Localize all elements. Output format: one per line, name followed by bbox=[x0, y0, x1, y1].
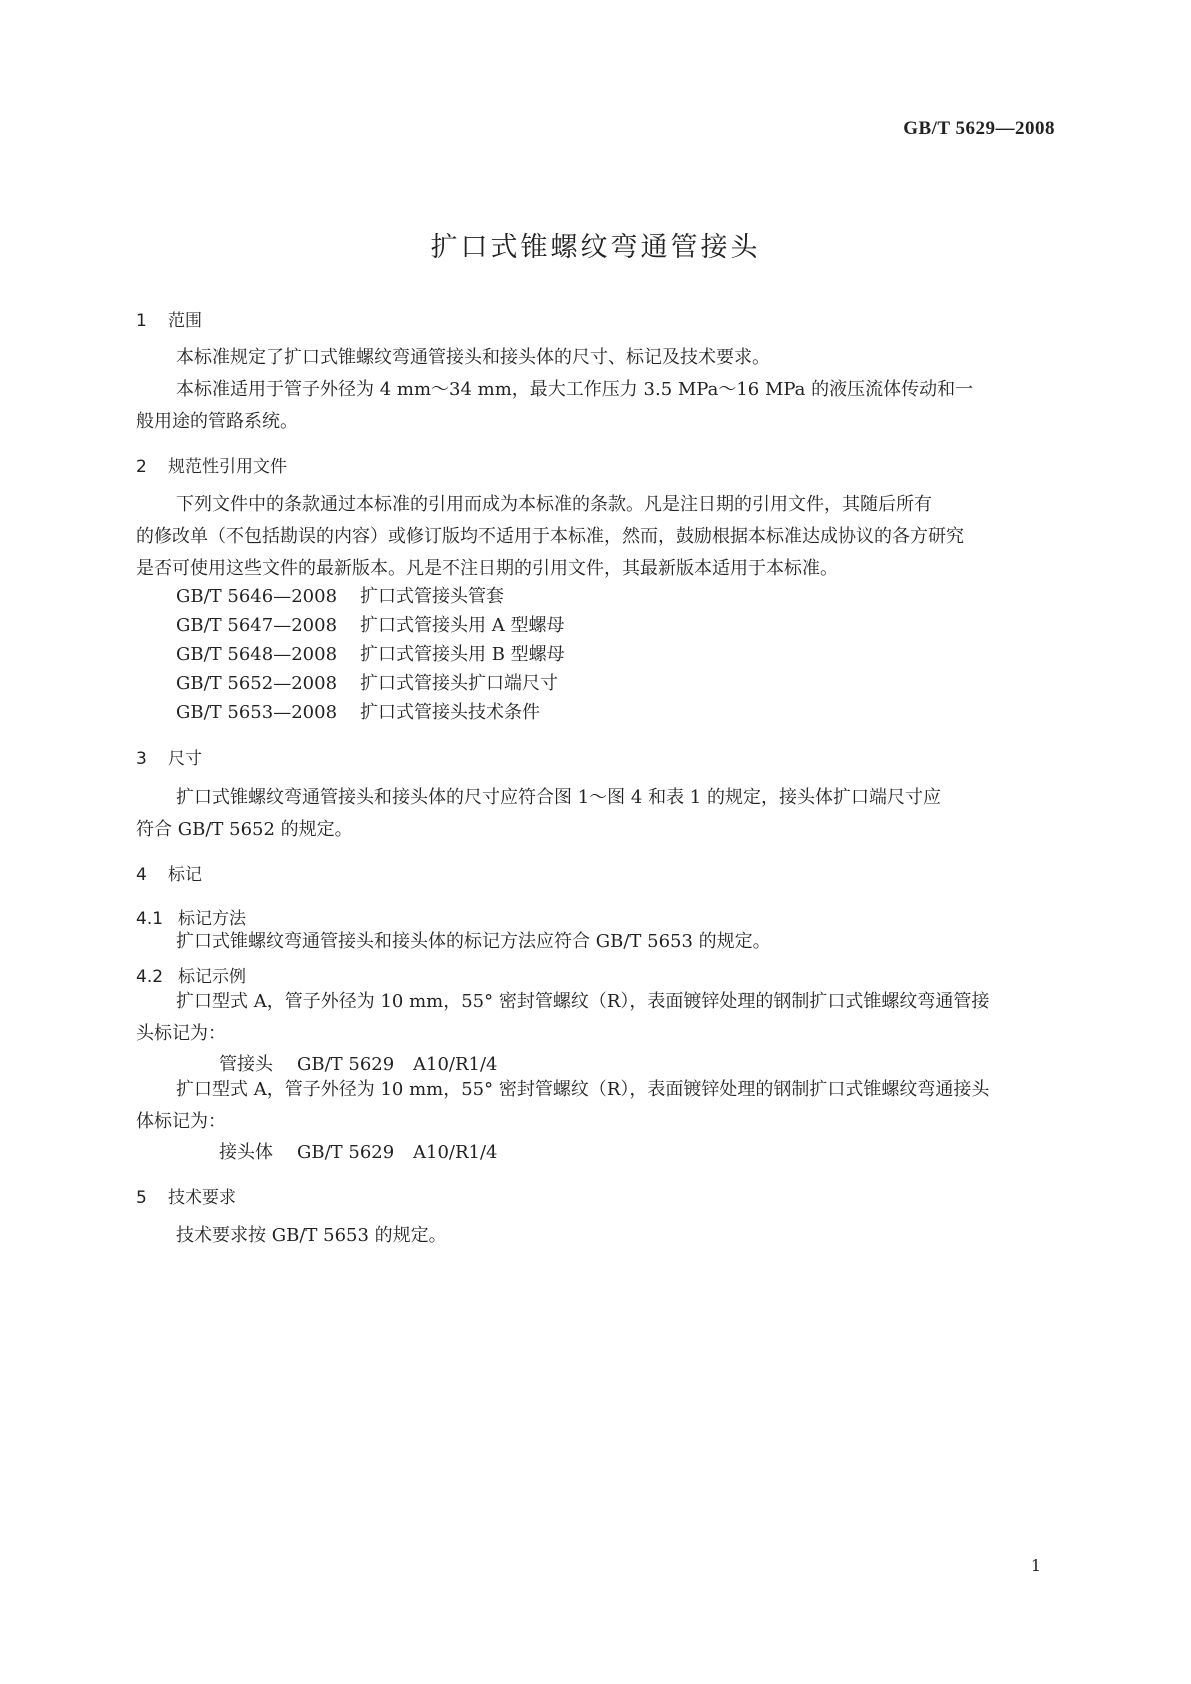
section-title: 技术要求 bbox=[168, 1188, 236, 1208]
section-title: 范围 bbox=[168, 311, 202, 331]
reference-item bbox=[176, 669, 558, 695]
section-title: 标记示例 bbox=[178, 967, 246, 987]
marking-example bbox=[219, 1138, 498, 1164]
paragraph: 扩口式锥螺纹弯通管接头和接头体的尺寸应符合图 1～图 4 和表 1 的规定，接头体扩口端尺寸应 bbox=[176, 787, 941, 808]
section-number: 4.1 bbox=[136, 909, 164, 929]
section-4-heading bbox=[136, 860, 202, 885]
paragraph: 本标准规定了扩口式锥螺纹弯通管接头和接头体的尺寸、标记及技术要求。 bbox=[176, 347, 770, 368]
paragraph: 头标记为： bbox=[136, 1023, 226, 1044]
reference-code: GB/T 5647—2008 bbox=[176, 615, 338, 636]
standard-number: GB/T 5629—2008 bbox=[903, 118, 1055, 139]
section-2-body bbox=[136, 489, 1056, 585]
paragraph: 符合 GB/T 5652 的规定。 bbox=[136, 819, 353, 840]
section-1-body bbox=[136, 342, 1056, 438]
reference-title: 扩口式管接头用 B 型螺母 bbox=[360, 644, 565, 665]
section-number: 4.2 bbox=[136, 967, 164, 987]
section-number: 2 bbox=[136, 457, 147, 477]
paragraph: 扩口型式 A，管子外径为 10 mm，55° 密封管螺纹（R），表面镀锌处理的钢制扩口式锥螺纹弯通管接 bbox=[176, 991, 990, 1012]
reference-title: 扩口式管接头技术条件 bbox=[360, 702, 540, 723]
reference-title: 扩口式管接头管套 bbox=[360, 586, 504, 607]
section-number: 3 bbox=[136, 749, 147, 769]
section-number: 1 bbox=[136, 311, 147, 331]
reference-item bbox=[176, 611, 564, 637]
reference-item bbox=[176, 640, 565, 666]
section-title: 标记方法 bbox=[178, 909, 246, 929]
reference-code: GB/T 5646—2008 bbox=[176, 586, 338, 607]
paragraph: 的修改单（不包括勘误的内容）或修订版均不适用于本标准，然而，鼓励根据本标准达成协议的各方研究 bbox=[136, 526, 964, 547]
section-title: 尺寸 bbox=[168, 749, 202, 769]
section-title: 规范性引用文件 bbox=[168, 457, 287, 477]
section-3-body bbox=[136, 782, 1056, 846]
section-number: 4 bbox=[136, 865, 147, 885]
subsection-4-2-heading bbox=[136, 962, 246, 987]
subsection-4-1-body bbox=[136, 926, 1056, 958]
paragraph: 扩口式锥螺纹弯通管接头和接头体的标记方法应符合 GB/T 5653 的规定。 bbox=[176, 931, 771, 952]
reference-item bbox=[176, 698, 540, 724]
section-title: 标记 bbox=[168, 865, 202, 885]
paragraph: 扩口型式 A，管子外径为 10 mm，55° 密封管螺纹（R），表面镀锌处理的钢制扩口式锥螺纹弯通接头 bbox=[176, 1079, 990, 1100]
reference-code: GB/T 5652—2008 bbox=[176, 673, 338, 694]
reference-code: GB/T 5653—2008 bbox=[176, 702, 338, 723]
section-3-heading bbox=[136, 744, 202, 769]
paragraph: 技术要求按 GB/T 5653 的规定。 bbox=[176, 1225, 447, 1246]
page-number: 1 bbox=[1030, 1556, 1041, 1575]
marking-code: A10/R1/4 bbox=[413, 1142, 498, 1163]
marking-name: 接头体 bbox=[219, 1142, 273, 1163]
subsection-4-2-example-2 bbox=[136, 1074, 1056, 1138]
subsection-4-2-example-1 bbox=[136, 986, 1056, 1050]
reference-item bbox=[176, 582, 504, 608]
paragraph: 是否可使用这些文件的最新版本。凡是不注日期的引用文件，其最新版本适用于本标准。 bbox=[136, 558, 838, 579]
paragraph: 本标准适用于管子外径为 4 mm～34 mm，最大工作压力 3.5 MPa～16 MPa 的液压流体传动和一 bbox=[176, 379, 974, 400]
section-5-heading bbox=[136, 1183, 236, 1208]
marking-standard: GB/T 5629 bbox=[297, 1054, 395, 1075]
marking-standard: GB/T 5629 bbox=[297, 1142, 395, 1163]
reference-title: 扩口式管接头用 A 型螺母 bbox=[360, 615, 565, 636]
section-1-heading bbox=[136, 306, 202, 331]
marking-example bbox=[219, 1050, 498, 1076]
marking-name: 管接头 bbox=[219, 1054, 273, 1075]
reference-title: 扩口式管接头扩口端尺寸 bbox=[360, 673, 558, 694]
marking-code: A10/R1/4 bbox=[413, 1054, 498, 1075]
section-2-heading bbox=[136, 452, 287, 477]
paragraph: 般用途的管路系统。 bbox=[136, 411, 298, 432]
document-title: 扩口式锥螺纹弯通管接头 bbox=[430, 232, 761, 263]
section-5-body bbox=[136, 1220, 1056, 1252]
section-number: 5 bbox=[136, 1188, 147, 1208]
reference-code: GB/T 5648—2008 bbox=[176, 644, 338, 665]
paragraph: 体标记为： bbox=[136, 1111, 226, 1132]
paragraph: 下列文件中的条款通过本标准的引用而成为本标准的条款。凡是注日期的引用文件，其随后所有 bbox=[176, 494, 932, 515]
